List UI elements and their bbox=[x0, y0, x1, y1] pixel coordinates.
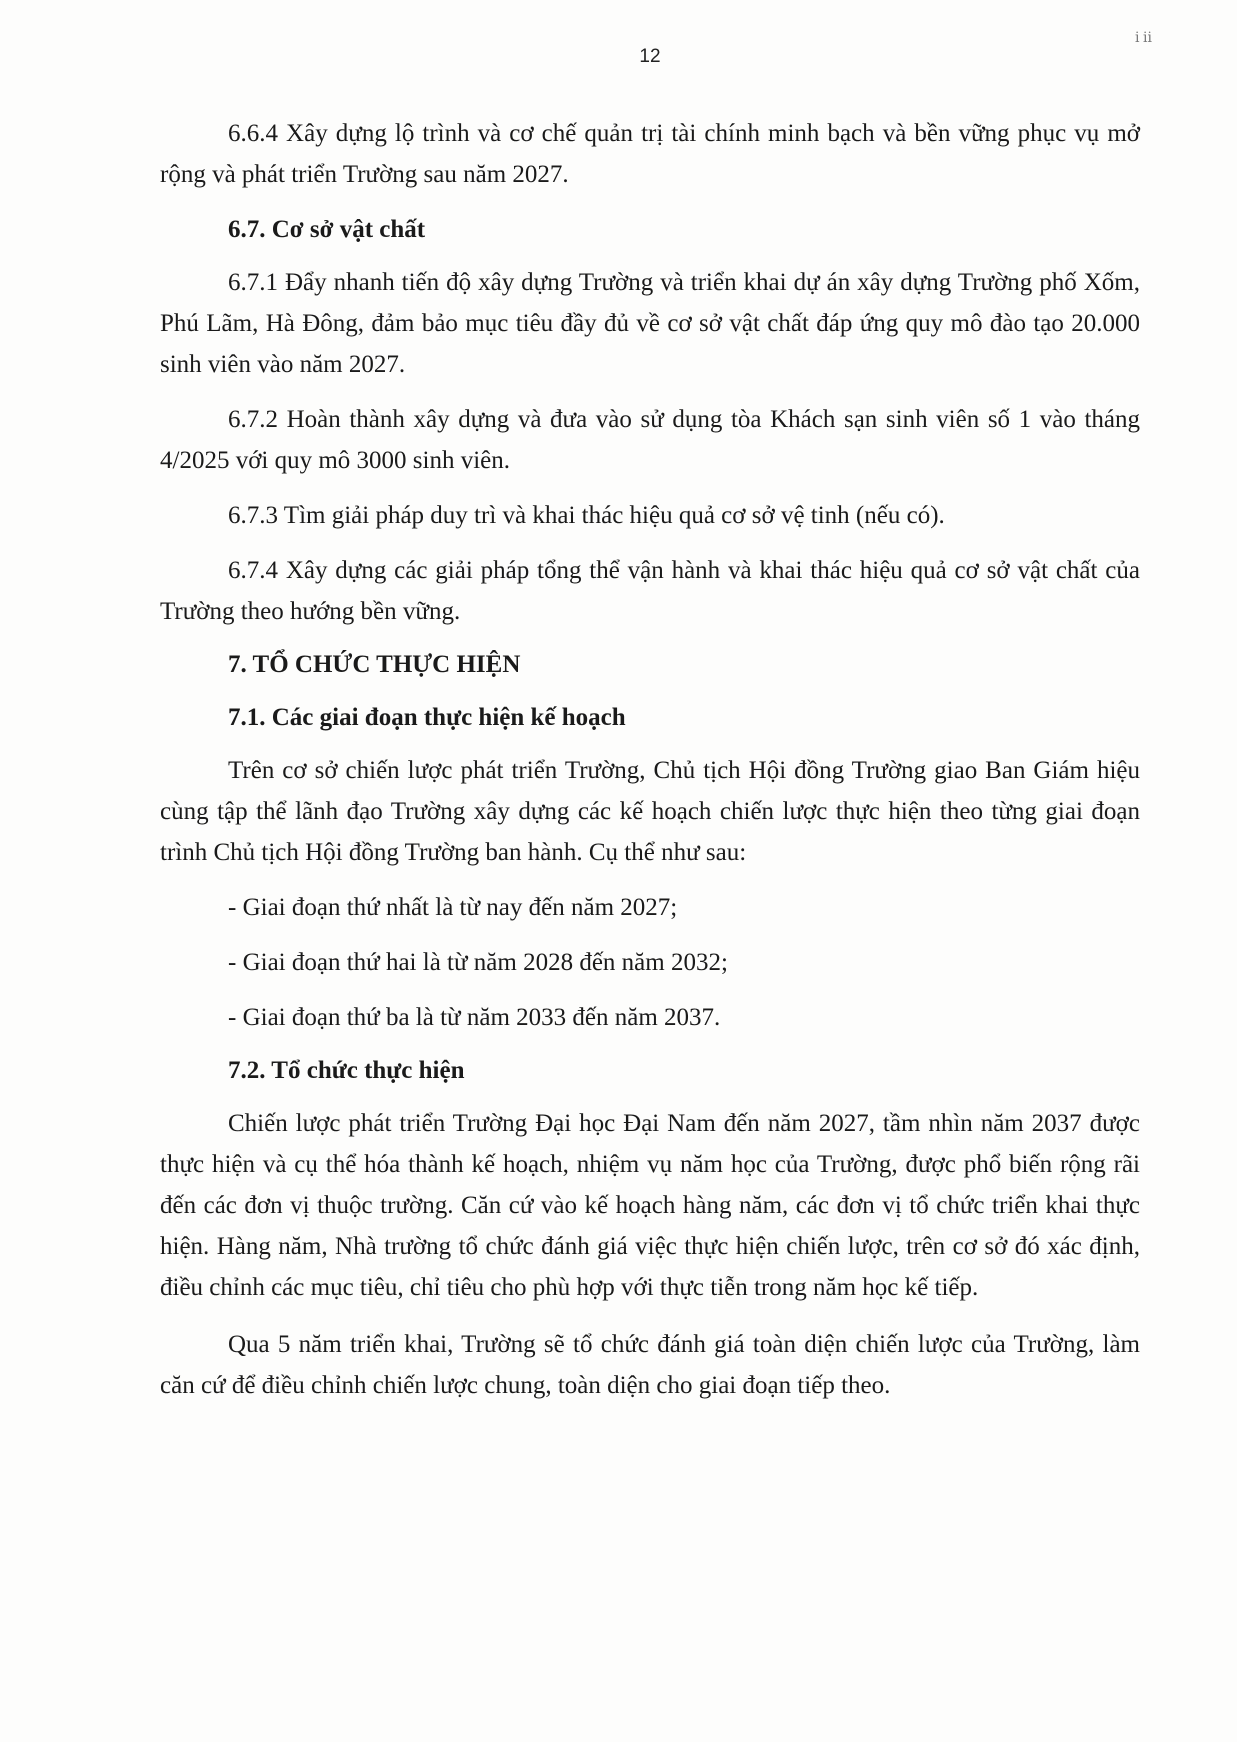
list-item-phase-1: - Giai đoạn thứ nhất là từ nay đến năm 2027; bbox=[228, 894, 678, 921]
paragraph-6-6-4: 6.6.4 Xây dựng lộ trình và cơ chế quản trị tài chính minh bạch và bền vững phục vụ mở rộng và phát triển Trường sau năm 2027. bbox=[160, 120, 1140, 188]
list-item-phase-2: - Giai đoạn thứ hai là từ năm 2028 đến năm 2032; bbox=[228, 949, 728, 976]
heading-7-2: 7.2. Tổ chức thực hiện bbox=[228, 1057, 465, 1084]
paragraph-7-1: Trên cơ sở chiến lược phát triển Trường, Chủ tịch Hội đồng Trường giao Ban Giám hiệu cùng tập thể lãnh đạo Trường xây dựng các kế hoạch chiến lược thực hiện theo từng giai đoạn trình Chủ tịch Hội đồng Trường ban hành. Cụ thể như sau: bbox=[160, 757, 1140, 866]
paragraph-6-7-1: 6.7.1 Đẩy nhanh tiến độ xây dựng Trường và triển khai dự án xây dựng Trường phố Xốm, Phú Lãm, Hà Đông, đảm bảo mục tiêu đầy đủ về cơ sở vật chất đáp ứng quy mô đào tạo 20.000 sinh viên vào năm 2027. bbox=[160, 269, 1140, 378]
scan-corner-mark: ⅰ ⅱ bbox=[1135, 31, 1152, 46]
paragraph-6-7-4: 6.7.4 Xây dựng các giải pháp tổng thể vận hành và khai thác hiệu quả cơ sở vật chất của Trường theo hướng bền vững. bbox=[160, 557, 1140, 625]
list-item-phase-3: - Giai đoạn thứ ba là từ năm 2033 đến năm 2037. bbox=[228, 1004, 721, 1031]
heading-7: 7. TỔ CHỨC THỰC HIỆN bbox=[228, 651, 521, 678]
paragraph-6-7-2: 6.7.2 Hoàn thành xây dựng và đưa vào sử dụng tòa Khách sạn sinh viên số 1 vào tháng 4/2025 với quy mô 3000 sinh viên. bbox=[160, 406, 1140, 474]
heading-7-1: 7.1. Các giai đoạn thực hiện kế hoạch bbox=[228, 704, 626, 731]
paragraph-7-2-b: Qua 5 năm triển khai, Trường sẽ tổ chức đánh giá toàn diện chiến lược của Trường, làm căn cứ để điều chỉnh chiến lược chung, toàn diện cho giai đoạn tiếp theo. bbox=[160, 1331, 1140, 1399]
heading-6-7: 6.7. Cơ sở vật chất bbox=[228, 216, 426, 243]
paragraph-6-7-3: 6.7.3 Tìm giải pháp duy trì và khai thác hiệu quả cơ sở vệ tinh (nếu có). bbox=[228, 502, 945, 529]
document-body bbox=[160, 113, 1140, 1406]
paragraph-7-2-a: Chiến lược phát triển Trường Đại học Đại Nam đến năm 2027, tầm nhìn năm 2037 được thực hiện và cụ thể hóa thành kế hoạch, nhiệm vụ năm học của Trường, được phổ biến rộng rãi đến các đơn vị thuộc trường. Căn cứ vào kế hoạch hàng năm, các đơn vị tổ chức triển khai thực hiện. Hàng năm, Nhà trường tổ chức đánh giá việc thực hiện chiến lược, trên cơ sở đó xác định, điều chỉnh các mục tiêu, chỉ tiêu cho phù hợp với thực tiễn trong năm học kế tiếp. bbox=[160, 1110, 1140, 1301]
page-number: 12 bbox=[639, 46, 661, 67]
